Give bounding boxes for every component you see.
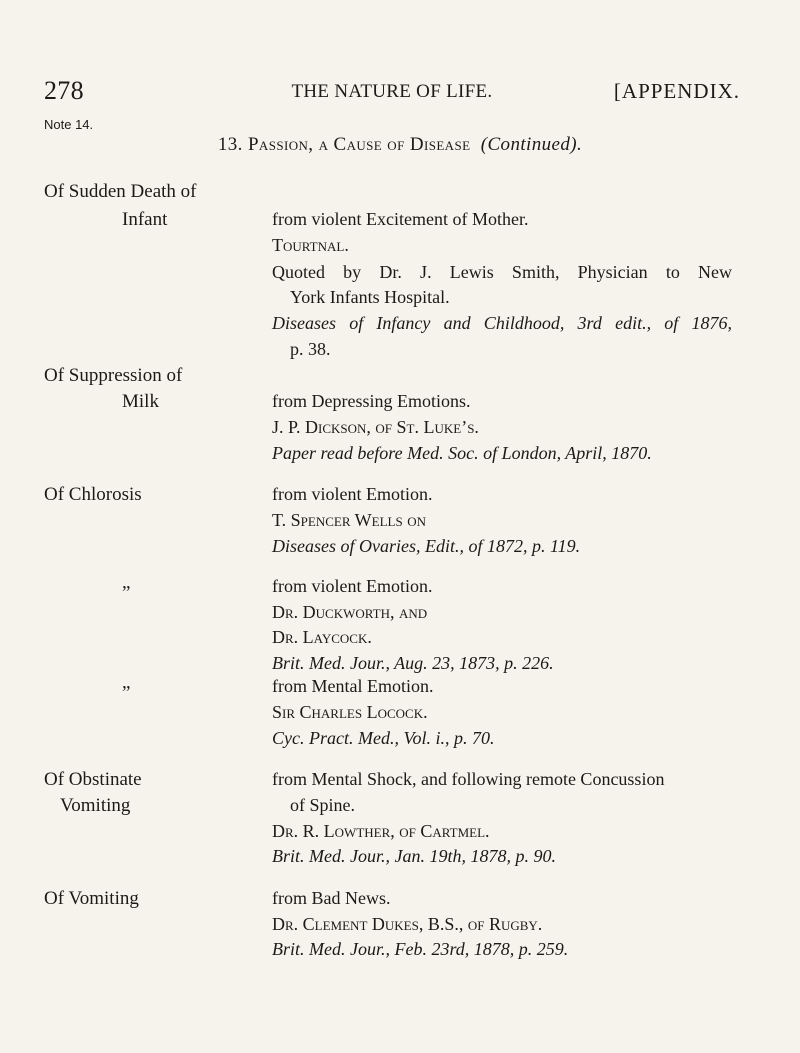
entry-citation: Brit. Med. Jour., Jan. 19th, 1878, p. 90. [272,846,556,866]
entry-line: from Depressing Emotions. [272,391,471,411]
page-number: 278 [44,76,84,105]
ditto-mark: „ [122,672,131,693]
entry-label: Infant [122,209,168,230]
entry-line: from Mental Shock, and following remote Concussion [272,769,665,789]
entry-citation: Diseases of Infancy and Childhood, 3rd edit., of 1876, [272,313,732,333]
entry-citation: Paper read before Med. Soc. of London, April, 1870. [272,443,652,463]
entry-author: J. P. Dickson, of St. Luke’s. [272,417,479,437]
section-title: 13. Passion, a Cause of Disease [217,134,471,155]
entry-line: p. 38. [290,339,331,359]
entry-label: Milk [122,391,159,412]
entry-line: York Infants Hospital. [290,287,450,307]
section-heading [0,134,800,156]
entry-citation: Brit. Med. Jour., Aug. 23, 1873, p. 226. [272,653,554,673]
entry-label: Vomiting [60,795,131,816]
entry-author: Dr. Duckworth, and [272,602,428,622]
entry-citation: Brit. Med. Jour., Feb. 23rd, 1878, p. 259. [272,939,569,959]
section-continued: (Continued). [480,134,583,155]
entry-citation: Cyc. Pract. Med., Vol. i., p. 70. [272,728,495,748]
entry-author: T. Spencer Wells on [272,510,427,530]
entry-author: Sir Charles Locock. [272,702,428,722]
entry-author: Tourtnal. [272,235,349,255]
entry-line: Quoted by Dr. J. Lewis Smith, Physician to New [272,262,732,282]
entry-line: from Bad News. [272,888,391,908]
running-title: THE NATURE OF LIFE. [291,81,493,102]
entry-citation: Diseases of Ovaries, Edit., of 1872, p. 119. [272,536,581,556]
entry-line: from violent Emotion. [272,484,433,504]
entry-line: from violent Emotion. [272,576,433,596]
entry-line: from Mental Emotion. [272,676,434,696]
entry-label: Of Sudden Death of [44,181,197,202]
entry-author: Dr. R. Lowther, of Cartmel. [272,821,490,841]
entry-line: of Spine. [290,795,355,815]
entry-line: from violent Excitement of Mother. [272,209,529,229]
ditto-mark: „ [122,572,131,593]
entry-label: Of Suppression of [44,365,183,386]
entry-label: Of Obstinate [44,769,142,790]
entry-author: Dr. Clement Dukes, B.S., of Rugby. [272,914,543,934]
entry-author: Dr. Laycock. [272,627,372,647]
note-label: Note 14. [44,117,94,132]
entry-label: Of Vomiting [44,888,139,909]
running-header [44,76,740,116]
entry-label: Of Chlorosis [44,484,142,505]
appendix-label: [APPENDIX. [613,79,740,103]
